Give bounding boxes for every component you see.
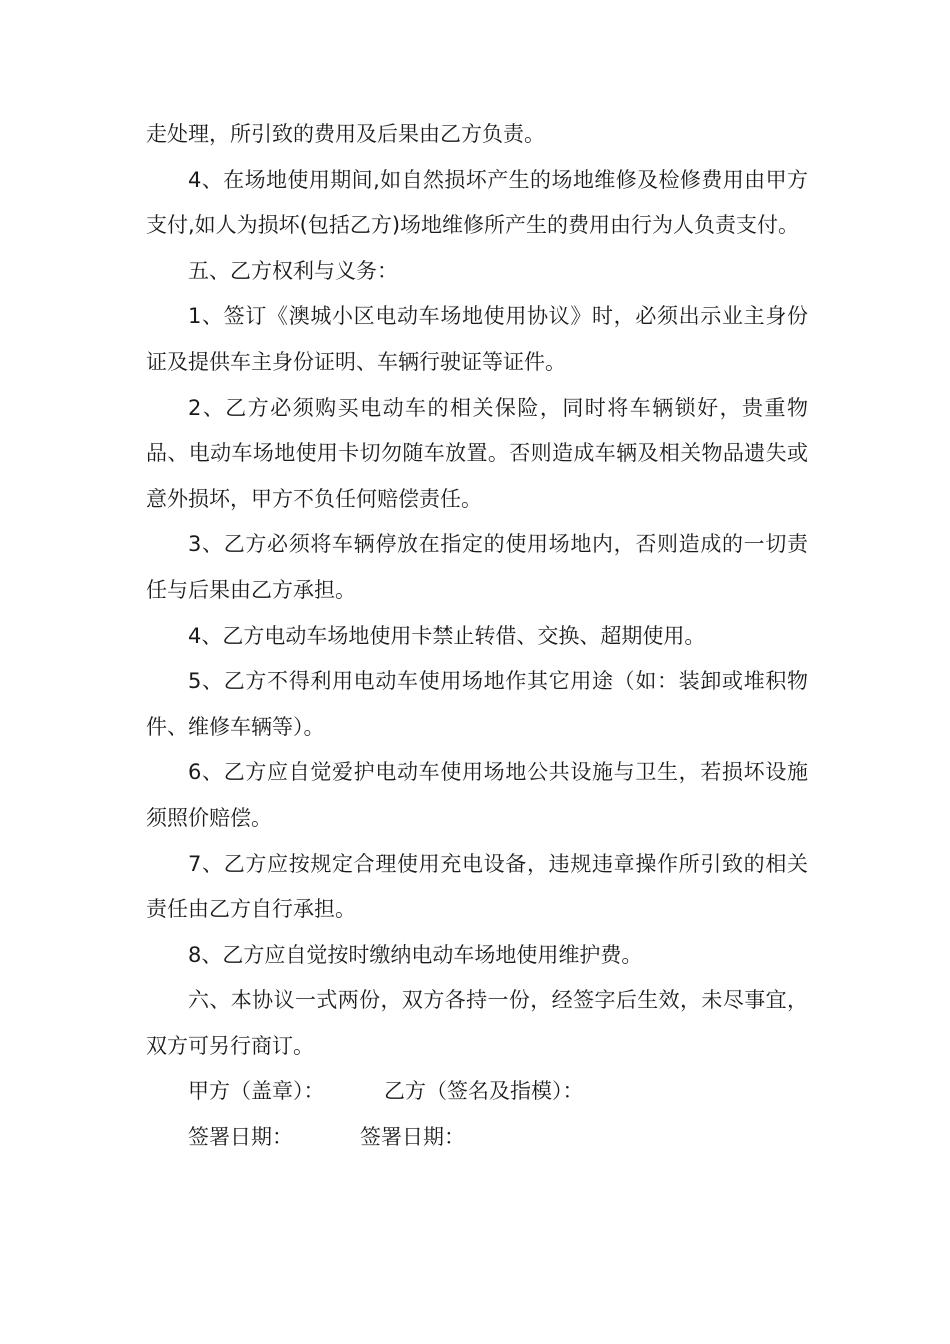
section-heading-copies: 六、本协议一式两份，双方各持一份，经签字后生效，未尽事宜，双方可另行商订。 (146, 988, 808, 1058)
paragraph-clause-7: 7、乙方应按规定合理使用充电设备，违规违章操作所引致的相关责任由乙方自行承担。 (146, 851, 808, 922)
paragraph-clause-8: 8、乙方应自觉按时缴纳电动车场地使用维护费。 (188, 942, 643, 967)
paragraph-clause-4-maintenance: 4、在场地使用期间,如自然损坏产生的场地维修及检修费用由甲方支付,如人为损坏(包括乙方)场地维修所产生的费用由行为人负责支付。 (146, 167, 808, 238)
party-a-date-label: 签署日期： (188, 1125, 293, 1150)
signature-dates-row (146, 1115, 808, 1161)
paragraph-clause-1: 1、签订《澳城小区电动车场地使用协议》时，必须出示业主身份证及提供车主身份证明、车辆行驶证等证件。 (146, 304, 808, 374)
paragraph-0: 走处理，所引致的费用及后果由乙方负责。 (146, 122, 545, 146)
party-b-date-label: 签署日期： (360, 1125, 465, 1150)
paragraph-clause-6: 6、乙方应自觉爱护电动车使用场地公共设施与卫生，若损坏设施须照价赔偿。 (146, 760, 808, 830)
paragraph-clause-2: 2、乙方必须购买电动车的相关保险，同时将车辆锁好，贵重物品、电动车场地使用卡切勿随车放置。否则造成车辆及相关物品遗失或意外损坏，甲方不负任何赔偿责任。 (146, 395, 808, 511)
paragraph-clause-3: 3、乙方必须将车辆停放在指定的使用场地内，否则造成的一切责任与后果由乙方承担。 (146, 532, 808, 602)
signature-parties-row (146, 1069, 808, 1115)
agreement-body (146, 112, 808, 1161)
party-a-seal-label: 甲方（盖章）： (188, 1079, 325, 1104)
party-b-sign-label: 乙方（签名及指模）： (384, 1079, 584, 1104)
paragraph-clause-4: 4、乙方电动车场地使用卡禁止转借、交换、超期使用。 (188, 623, 706, 648)
paragraph-clause-5: 5、乙方不得利用电动车使用场地作其它用途（如：装卸或堆积物件、维修车辆等）。 (146, 669, 808, 739)
section-heading-party-b-rights: 五、乙方权利与义务： (188, 258, 398, 283)
